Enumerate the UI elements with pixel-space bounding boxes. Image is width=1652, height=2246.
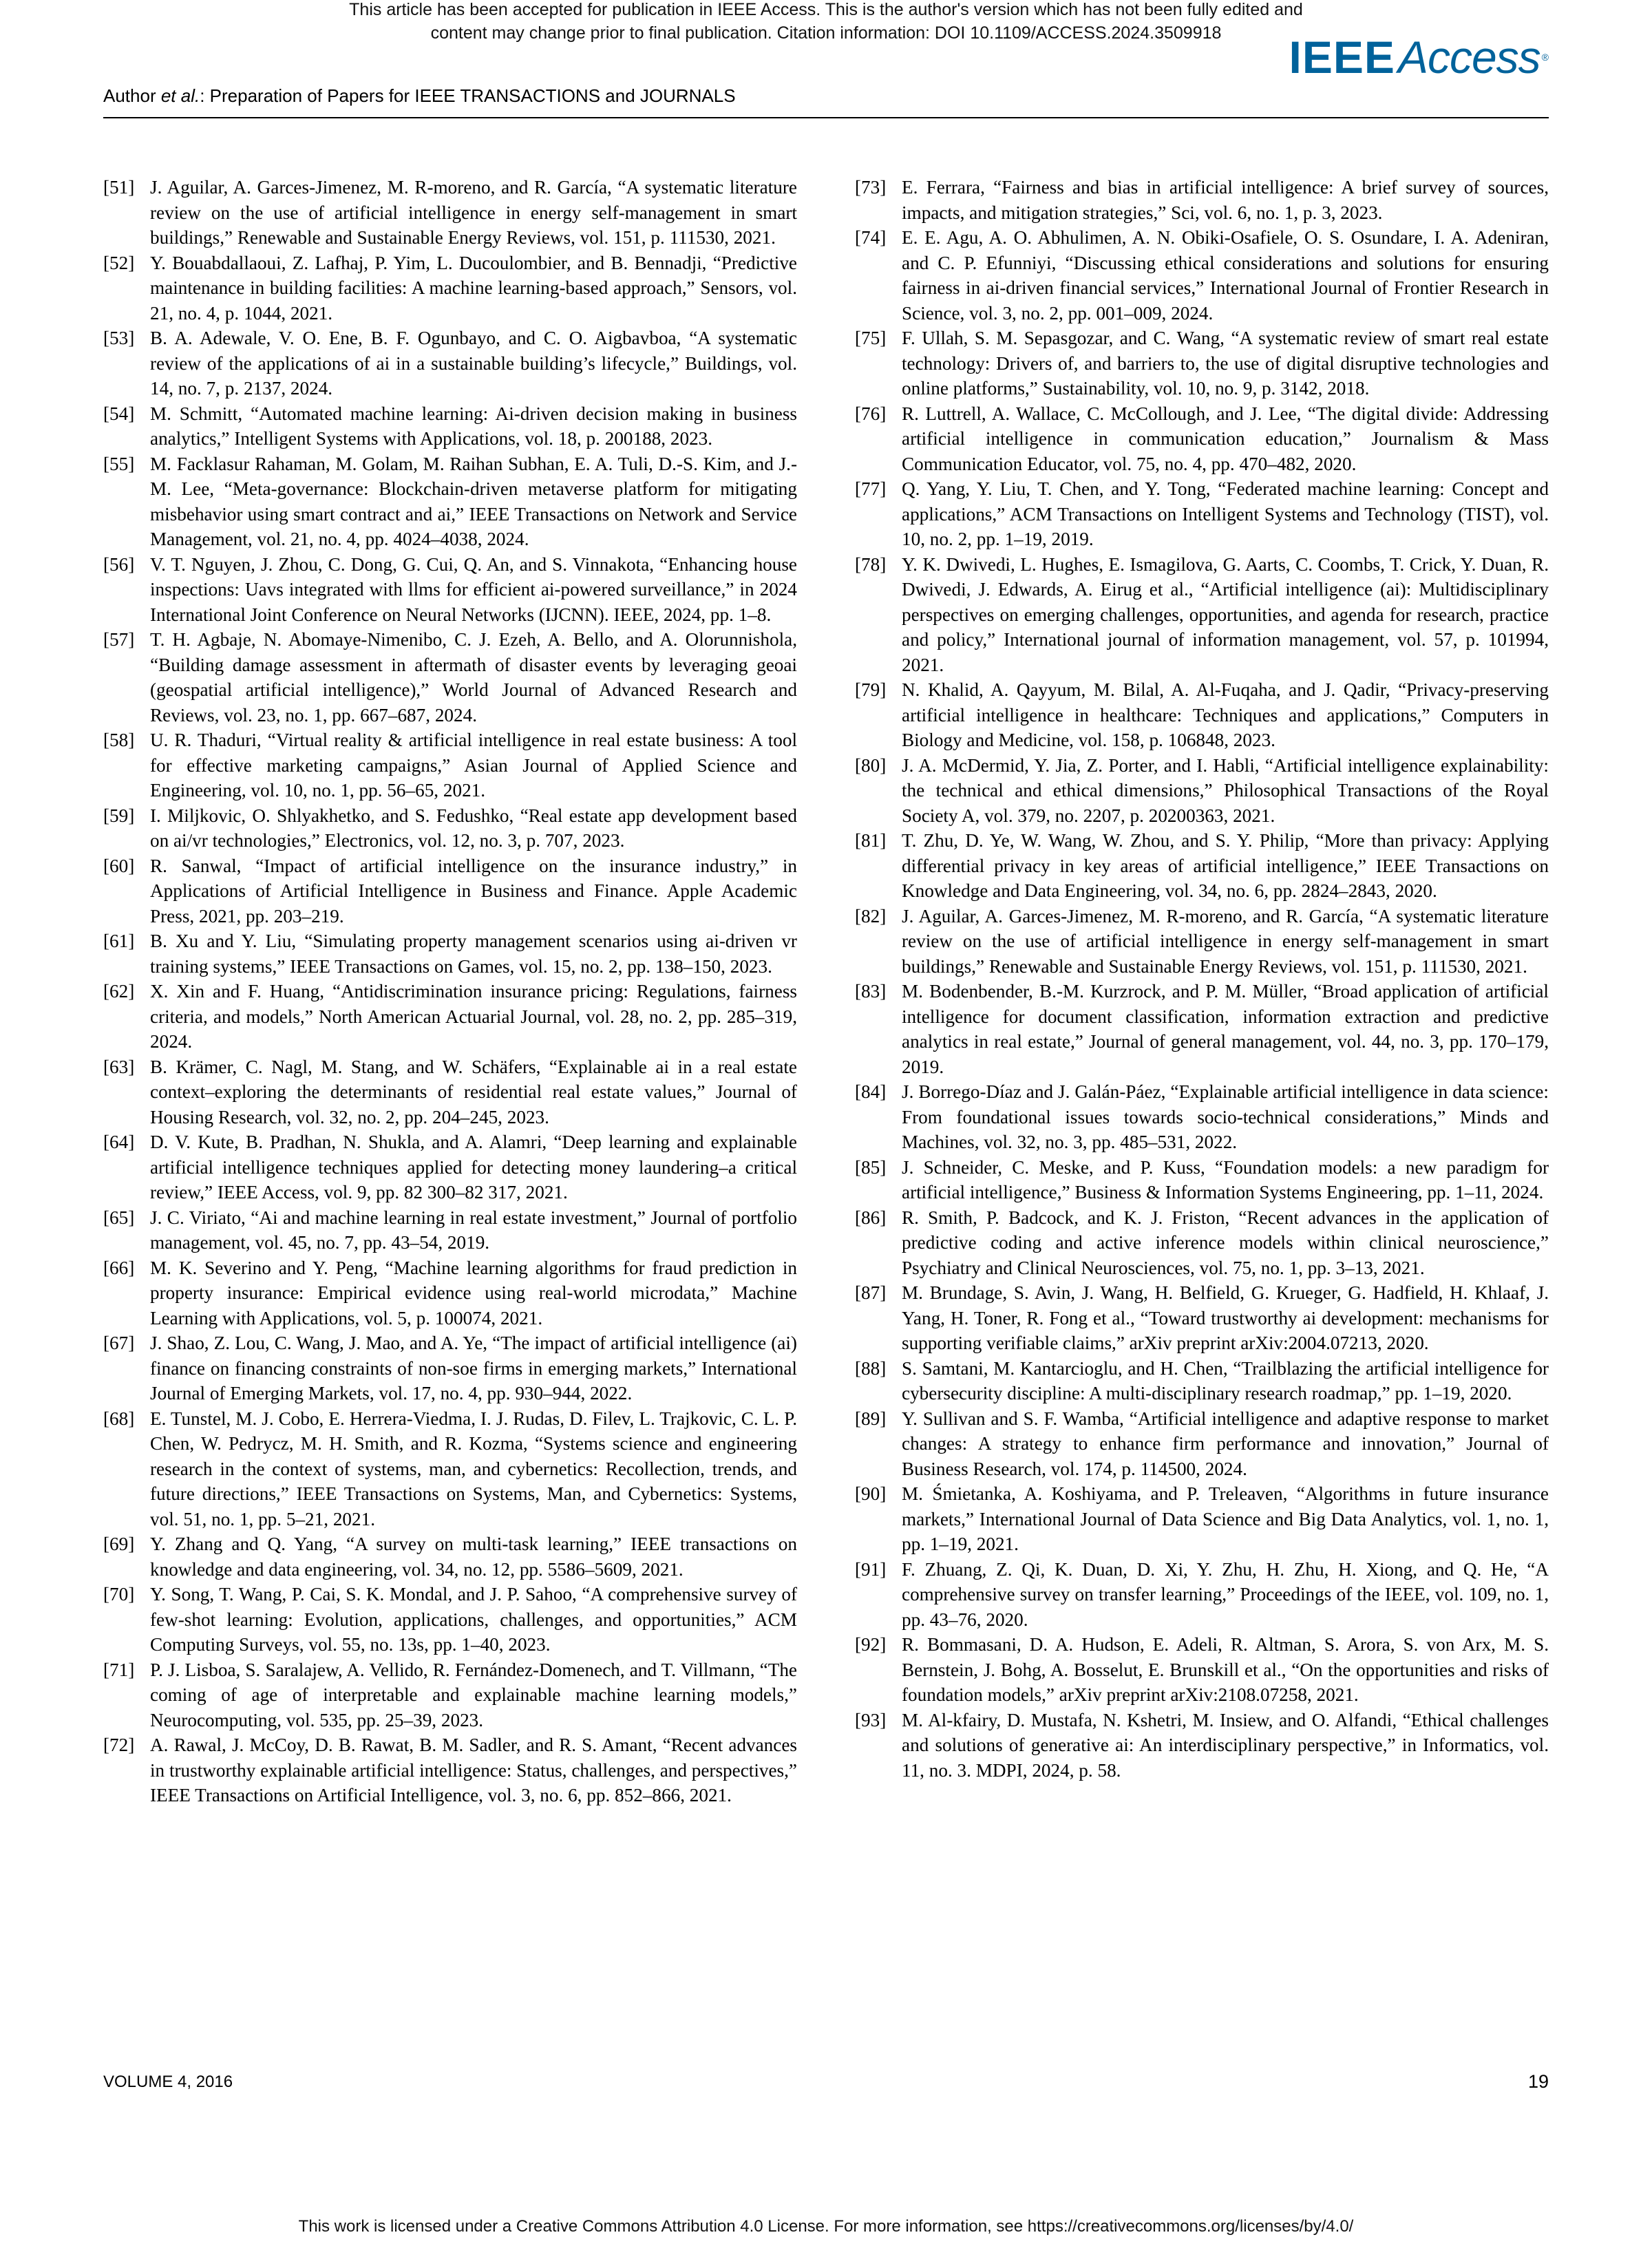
reference-text: R. Smith, P. Badcock, and K. J. Friston, “Recent advances in the application of predictive coding and active inference models within clinical neuroscience,” Psychiatry and Clinical Neurosciences, vol. 75, no. 1, pp. 3–13, 2021. bbox=[902, 1207, 1549, 1278]
reference-entry bbox=[855, 1481, 1549, 1557]
reference-number: [66] bbox=[103, 1257, 135, 1278]
reference-text: R. Sanwal, “Impact of artificial intelligence on the insurance industry,” in Applications of Artificial Intelligence in Business and Finance. Apple Academic Press, 2021, pp. 203–219. bbox=[150, 855, 797, 926]
reference-number: [54] bbox=[103, 403, 135, 424]
reference-entry bbox=[855, 677, 1549, 753]
reference-number: [78] bbox=[855, 553, 887, 575]
reference-number: [62] bbox=[103, 981, 135, 1002]
reference-entry bbox=[103, 452, 797, 552]
reference-number: [91] bbox=[855, 1558, 887, 1580]
reference-entry bbox=[855, 828, 1549, 904]
reference-entry bbox=[103, 1406, 797, 1532]
reference-entry bbox=[855, 552, 1549, 678]
reference-entry bbox=[103, 1205, 797, 1256]
reference-text: X. Xin and F. Huang, “Antidiscrimination insurance pricing: Regulations, fairness criteria, and models,” North American Actuarial Journal, vol. 28, no. 2, pp. 285–319, 2024. bbox=[150, 981, 797, 1052]
reference-entry bbox=[855, 175, 1549, 225]
reference-text: B. Krämer, C. Nagl, M. Stang, and W. Schäfers, “Explainable ai in a real estate context–exploring the determinants of residential real estate values,” Journal of Housing Research, vol. 32, no. 2, pp. 204–245, 2023. bbox=[150, 1056, 797, 1127]
reference-entry bbox=[855, 753, 1549, 829]
reference-number: [73] bbox=[855, 177, 887, 198]
reference-entry bbox=[103, 1256, 797, 1331]
reference-entry bbox=[103, 854, 797, 929]
reference-number: [53] bbox=[103, 328, 135, 348]
reference-number: [57] bbox=[103, 629, 135, 650]
reference-text: Y. Sullivan and S. F. Wamba, “Artificial intelligence and adaptive response to market changes: A strategy to enhance firm performance and innovation,” Journal of Business Research, vol. 174, p. 114500, 2024. bbox=[902, 1408, 1549, 1479]
header-rule bbox=[103, 117, 1549, 118]
publication-notice-line-2: content may change prior to final publication. Citation information: DOI 10.1109/ACCESS.2024.3509918 bbox=[430, 23, 1222, 43]
reference-text: E. E. Agu, A. O. Abhulimen, A. N. Obiki-Osafiele, O. S. Osundare, I. A. Adeniran, and C. P. Efunniyi, “Discussing ethical considerations and solutions for ensuring fairness in ai-driven financial services,” International Journal of Frontier Research in Science, vol. 3, no. 2, pp. 001–009, 2024. bbox=[902, 227, 1549, 324]
reference-text: Y. Zhang and Q. Yang, “A survey on multi-task learning,” IEEE transactions on knowledge and data engineering, vol. 34, no. 12, pp. 5586–5609, 2021. bbox=[150, 1534, 797, 1580]
reference-entry bbox=[855, 1708, 1549, 1783]
reference-entry bbox=[103, 1657, 797, 1733]
reference-number: [52] bbox=[103, 252, 135, 273]
reference-number: [89] bbox=[855, 1408, 887, 1429]
reference-entry bbox=[103, 803, 797, 854]
reference-entry bbox=[855, 401, 1549, 477]
reference-entry bbox=[103, 627, 797, 728]
reference-number: [56] bbox=[103, 553, 135, 575]
reference-entry bbox=[855, 225, 1549, 326]
reference-number: [84] bbox=[855, 1081, 887, 1102]
reference-entry bbox=[855, 1280, 1549, 1356]
publication-notice-line-1: This article has been accepted for publication in IEEE Access. This is the author's version which has not been fully edited and bbox=[349, 0, 1303, 19]
reference-number: [82] bbox=[855, 905, 887, 926]
reference-number: [83] bbox=[855, 981, 887, 1002]
references-right-column bbox=[855, 175, 1549, 1783]
reference-number: [67] bbox=[103, 1333, 135, 1353]
reference-number: [63] bbox=[103, 1056, 135, 1077]
reference-text: J. Schneider, C. Meske, and P. Kuss, “Foundation models: a new paradigm for artificial intelligence,” Business & Information Systems Engineering, pp. 1–11, 2024. bbox=[902, 1156, 1549, 1203]
reference-text: U. R. Thaduri, “Virtual reality & artificial intelligence in real estate business: A tool for effective marketing campaigns,” Asian Journal of Applied Science and Engineering, vol. 10, no. 1, pp. 56–65, 2021. bbox=[150, 730, 797, 801]
reference-number: [70] bbox=[103, 1584, 135, 1604]
reference-entry bbox=[855, 1632, 1549, 1708]
reference-number: [76] bbox=[855, 403, 887, 424]
reference-text: J. Aguilar, A. Garces-Jimenez, M. R-moreno, and R. García, “A systematic literature review on the use of artificial intelligence in energy self-management in smart buildings,” Renewable and Sustainable Energy Reviews, vol. 151, p. 111530, 2021. bbox=[902, 905, 1549, 977]
reference-number: [65] bbox=[103, 1207, 135, 1228]
reference-number: [75] bbox=[855, 328, 887, 348]
reference-text: I. Miljkovic, O. Shlyakhetko, and S. Fedushko, “Real estate app development based on ai/vr technologies,” Electronics, vol. 12, no. 3, p. 707, 2023. bbox=[150, 805, 797, 851]
ieee-access-logo bbox=[1289, 33, 1549, 81]
reference-entry bbox=[103, 251, 797, 326]
reference-text: R. Luttrell, A. Wallace, C. McCollough, and J. Lee, “The digital divide: Addressing artificial intelligence in communication education,” Journalism & Mass Communication Educator, vol. 75, no. 4, pp. 470–482, 2020. bbox=[902, 403, 1549, 474]
reference-number: [61] bbox=[103, 931, 135, 951]
reference-entry bbox=[855, 326, 1549, 401]
reference-number: [77] bbox=[855, 478, 887, 499]
reference-text: J. Borrego-Díaz and J. Galán-Páez, “Explainable artificial intelligence in data science: From foundational issues towards socio-technical considerations,” Minds and Machines, vol. 32, no. 3, pp. 485–531, 2022. bbox=[902, 1081, 1549, 1152]
reference-entry bbox=[855, 1155, 1549, 1205]
reference-entry bbox=[103, 1532, 797, 1582]
reference-text: D. V. Kute, B. Pradhan, N. Shukla, and A. Alamri, “Deep learning and explainable artificial intelligence techniques applied for detecting money laundering–a critical review,” IEEE Access, vol. 9, pp. 82 300–82 317, 2021. bbox=[150, 1132, 797, 1203]
reference-entry bbox=[855, 979, 1549, 1079]
references-left-column bbox=[103, 175, 797, 1808]
reference-number: [92] bbox=[855, 1634, 887, 1655]
reference-entry bbox=[103, 1331, 797, 1406]
running-head-etal: et al. bbox=[160, 85, 200, 106]
reference-entry bbox=[103, 1130, 797, 1205]
reference-entry bbox=[855, 476, 1549, 552]
reference-text: M. Schmitt, “Automated machine learning: Ai-driven decision making in business analytics,” Intelligent Systems with Applications, vol. 18, p. 200188, 2023. bbox=[150, 403, 797, 449]
reference-number: [80] bbox=[855, 754, 887, 776]
running-head bbox=[103, 85, 736, 107]
reference-text: M. Al-kfairy, D. Mustafa, N. Kshetri, M. Insiew, and O. Alfandi, “Ethical challenges and solutions of generative ai: An interdisciplinary perspective,” in Informatics, vol. 11, no. 3. MDPI, 2024, p. 58. bbox=[902, 1709, 1549, 1781]
reference-text: M. Facklasur Rahaman, M. Golam, M. Raihan Subhan, E. A. Tuli, D.-S. Kim, and J.-M. Lee, “Meta-governance: Blockchain-driven metaverse platform for mitigating misbehavior using smart contract and ai,” IEEE Transactions on Network and Service Management, vol. 21, no. 4, pp. 4024–4038, 2024. bbox=[150, 453, 797, 549]
logo-access-text: Access bbox=[1397, 32, 1540, 83]
running-head-title: : Preparation of Papers for IEEE TRANSACTIONS and JOURNALS bbox=[200, 85, 736, 106]
reference-text: J. Aguilar, A. Garces-Jimenez, M. R-moreno, and R. García, “A systematic literature review on the use of artificial intelligence in energy self-management in smart buildings,” Renewable and Sustainable Energy Reviews, vol. 151, p. 111530, 2021. bbox=[150, 177, 797, 248]
reference-number: [60] bbox=[103, 855, 135, 876]
reference-number: [93] bbox=[855, 1709, 887, 1730]
reference-number: [59] bbox=[103, 805, 135, 826]
reference-text: M. Śmietanka, A. Koshiyama, and P. Treleaven, “Algorithms in future insurance markets,” International Journal of Data Science and Big Data Analytics, vol. 1, no. 1, pp. 1–19, 2021. bbox=[902, 1483, 1549, 1554]
reference-text: B. A. Adewale, V. O. Ene, B. F. Ogunbayo, and C. O. Aigbavboa, “A systematic review of the applications of ai in a sustainable building’s lifecycle,” Buildings, vol. 14, no. 7, p. 2137, 2024. bbox=[150, 328, 797, 399]
reference-entry bbox=[103, 728, 797, 803]
reference-entry bbox=[855, 1406, 1549, 1482]
reference-text: S. Samtani, M. Kantarcioglu, and H. Chen, “Trailblazing the artificial intelligence for cybersecurity discipline: A multi-disciplinary research roadmap,” pp. 1–19, 2020. bbox=[902, 1357, 1549, 1403]
reference-entry bbox=[855, 904, 1549, 979]
reference-number: [90] bbox=[855, 1483, 887, 1504]
reference-text: V. T. Nguyen, J. Zhou, C. Dong, G. Cui, Q. An, and S. Vinnakota, “Enhancing house inspections: Uavs integrated with llms for efficient ai-powered surveillance,” in 2024 International Joint Conference on Neural Networks (IJCNN). IEEE, 2024, pp. 1–8. bbox=[150, 553, 797, 625]
reference-number: [71] bbox=[103, 1659, 135, 1680]
reference-number: [69] bbox=[103, 1534, 135, 1554]
reference-text: E. Ferrara, “Fairness and bias in artificial intelligence: A brief survey of sources, impacts, and mitigation strategies,” Sci, vol. 6, no. 1, p. 3, 2023. bbox=[902, 177, 1549, 223]
license-notice: This work is licensed under a Creative Commons Attribution 4.0 License. For more information, see https://creativecommons.org/licenses/by/4.0/ bbox=[298, 2217, 1354, 2236]
reference-text: Y. K. Dwivedi, L. Hughes, E. Ismagilova, G. Aarts, C. Coombs, T. Crick, Y. Duan, R. Dwivedi, J. Edwards, A. Eirug et al., “Artificial intelligence (ai): Multidisciplinary perspectives on emerging challenges, opportunities, and agenda for research, practice and policy,” International journal of information management, vol. 57, p. 101994, 2021. bbox=[902, 553, 1549, 675]
reference-text: M. Brundage, S. Avin, J. Wang, H. Belfield, G. Krueger, G. Hadfield, H. Khlaaf, J. Yang, H. Toner, R. Fong et al., “Toward trustworthy ai development: mechanisms for supporting verifiable claims,” arXiv preprint arXiv:2004.07213, 2020. bbox=[902, 1282, 1549, 1353]
reference-entry bbox=[103, 326, 797, 401]
reference-text: E. Tunstel, M. J. Cobo, E. Herrera-Viedma, I. J. Rudas, D. Filev, L. Trajkovic, C. L. P. Chen, W. Pedrycz, M. H. Smith, and R. Kozma, “Systems science and engineering research in the context of systems, man, and cybernetics: Recollection, trends, and future directions,” IEEE Transactions on Systems, Man, and Cybernetics: Systems, vol. 51, no. 1, pp. 5–21, 2021. bbox=[150, 1408, 797, 1529]
reference-number: [86] bbox=[855, 1207, 887, 1228]
reference-text: M. Bodenbender, B.-M. Kurzrock, and P. M. Müller, “Broad application of artificial intelligence for document classification, information extraction and predictive analytics in real estate,” Journal of general management, vol. 44, no. 3, pp. 170–179, 2019. bbox=[902, 981, 1549, 1077]
reference-text: Y. Bouabdallaoui, Z. Lafhaj, P. Yim, L. Ducoulombier, and B. Bennadji, “Predictive maintenance in building facilities: A machine learning-based approach,” Sensors, vol. 21, no. 4, p. 1044, 2021. bbox=[150, 252, 797, 324]
reference-number: [79] bbox=[855, 679, 887, 700]
page-number: 19 bbox=[1527, 2071, 1549, 2092]
reference-number: [85] bbox=[855, 1156, 887, 1178]
reference-number: [87] bbox=[855, 1282, 887, 1303]
reference-text: R. Bommasani, D. A. Hudson, E. Adeli, R. Altman, S. Arora, S. von Arx, M. S. Bernstein, J. Bohg, A. Bosselut, E. Brunskill et al., “On the opportunities and risks of foundation models,” arXiv preprint arXiv:2108.07258, 2021. bbox=[902, 1634, 1549, 1705]
reference-text: A. Rawal, J. McCoy, D. B. Rawat, B. M. Sadler, and R. S. Amant, “Recent advances in trustworthy explainable artificial intelligence: Status, challenges, and perspectives,” IEEE Transactions on Artificial Intelligence, vol. 3, no. 6, pp. 852–866, 2021. bbox=[150, 1735, 797, 1805]
reference-number: [81] bbox=[855, 830, 887, 851]
reference-text: M. K. Severino and Y. Peng, “Machine learning algorithms for fraud prediction in property insurance: Empirical evidence using real-world microdata,” Machine Learning with Applications, vol. 5, p. 100074, 2021. bbox=[150, 1257, 797, 1328]
reference-number: [51] bbox=[103, 177, 135, 198]
reference-text: T. H. Agbaje, N. Abomaye-Nimenibo, C. J. Ezeh, A. Bello, and A. Olorunnishola, “Building damage assessment in aftermath of disaster events by leveraging geoai (geospatial artificial intelligence),” World Journal of Advanced Research and Reviews, vol. 23, no. 1, pp. 667–687, 2024. bbox=[150, 629, 797, 725]
reference-entry bbox=[103, 552, 797, 628]
reference-entry bbox=[855, 1079, 1549, 1155]
reference-entry bbox=[103, 929, 797, 979]
footer-volume: VOLUME 4, 2016 bbox=[103, 2073, 233, 2091]
reference-number: [58] bbox=[103, 730, 135, 750]
reference-number: [68] bbox=[103, 1408, 135, 1429]
reference-number: [55] bbox=[103, 453, 135, 474]
logo-registered-mark: ® bbox=[1541, 52, 1549, 63]
reference-entry bbox=[103, 1582, 797, 1657]
reference-number: [64] bbox=[103, 1132, 135, 1152]
reference-text: J. A. McDermid, Y. Jia, Z. Porter, and I. Habli, “Artificial intelligence explainability: the technical and ethical dimensions,” Philosophical Transactions of the Royal Society A, vol. 379, no. 2207, p. 20200363, 2021. bbox=[902, 754, 1549, 826]
reference-number: [88] bbox=[855, 1357, 887, 1379]
reference-entry bbox=[103, 401, 797, 452]
reference-text: F. Ullah, S. M. Sepasgozar, and C. Wang, “A systematic review of smart real estate technology: Drivers of, and barriers to, the use of digital disruptive technologies and online platforms,” Sustainability, vol. 10, no. 9, p. 3142, 2018. bbox=[902, 328, 1549, 399]
reference-text: N. Khalid, A. Qayyum, M. Bilal, A. Al-Fuqaha, and J. Qadir, “Privacy-preserving artificial intelligence in healthcare: Techniques and applications,” Computers in Biology and Medicine, vol. 158, p. 106848, 2023. bbox=[902, 679, 1549, 750]
running-head-prefix: Author bbox=[103, 85, 161, 106]
reference-entry bbox=[103, 175, 797, 251]
reference-text: T. Zhu, D. Ye, W. Wang, W. Zhou, and S. Y. Philip, “More than privacy: Applying differential privacy in key areas of artificial intelligence,” IEEE Transactions on Knowledge and Data Engineering, vol. 34, no. 6, pp. 2824–2843, 2020. bbox=[902, 830, 1549, 901]
reference-text: J. Shao, Z. Lou, C. Wang, J. Mao, and A. Ye, “The impact of artificial intelligence (ai) finance on financing constraints of non-soe firms in emerging markets,” International Journal of Emerging Markets, vol. 17, no. 4, pp. 930–944, 2022. bbox=[150, 1333, 797, 1403]
reference-entry bbox=[103, 1055, 797, 1130]
reference-entry bbox=[855, 1205, 1549, 1281]
logo-ieee-text: IEEE bbox=[1289, 32, 1395, 83]
reference-number: [72] bbox=[103, 1735, 135, 1755]
reference-text: B. Xu and Y. Liu, “Simulating property management scenarios using ai-driven vr training systems,” IEEE Transactions on Games, vol. 15, no. 2, pp. 138–150, 2023. bbox=[150, 931, 797, 977]
reference-number: [74] bbox=[855, 227, 887, 248]
reference-entry bbox=[855, 1356, 1549, 1406]
reference-text: Q. Yang, Y. Liu, T. Chen, and Y. Tong, “Federated machine learning: Concept and applications,” ACM Transactions on Intelligent Systems and Technology (TIST), vol. 10, no. 2, pp. 1–19, 2019. bbox=[902, 478, 1549, 549]
reference-text: P. J. Lisboa, S. Saralajew, A. Vellido, R. Fernández-Domenech, and T. Villmann, “The coming of age of interpretable and explainable machine learning models,” Neurocomputing, vol. 535, pp. 25–39, 2023. bbox=[150, 1659, 797, 1730]
reference-entry bbox=[103, 1733, 797, 1808]
reference-text: J. C. Viriato, “Ai and machine learning in real estate investment,” Journal of portfolio management, vol. 45, no. 7, pp. 43–54, 2019. bbox=[150, 1207, 797, 1253]
reference-entry bbox=[103, 979, 797, 1055]
reference-text: Y. Song, T. Wang, P. Cai, S. K. Mondal, and J. P. Sahoo, “A comprehensive survey of few-shot learning: Evolution, applications, challenges, and opportunities,” ACM Computing Surveys, vol. 55, no. 13s, pp. 1–40, 2023. bbox=[150, 1584, 797, 1655]
reference-entry bbox=[855, 1557, 1549, 1633]
reference-text: F. Zhuang, Z. Qi, K. Duan, D. Xi, Y. Zhu, H. Zhu, H. Xiong, and Q. He, “A comprehensive survey on transfer learning,” Proceedings of the IEEE, vol. 109, no. 1, pp. 43–76, 2020. bbox=[902, 1558, 1549, 1630]
